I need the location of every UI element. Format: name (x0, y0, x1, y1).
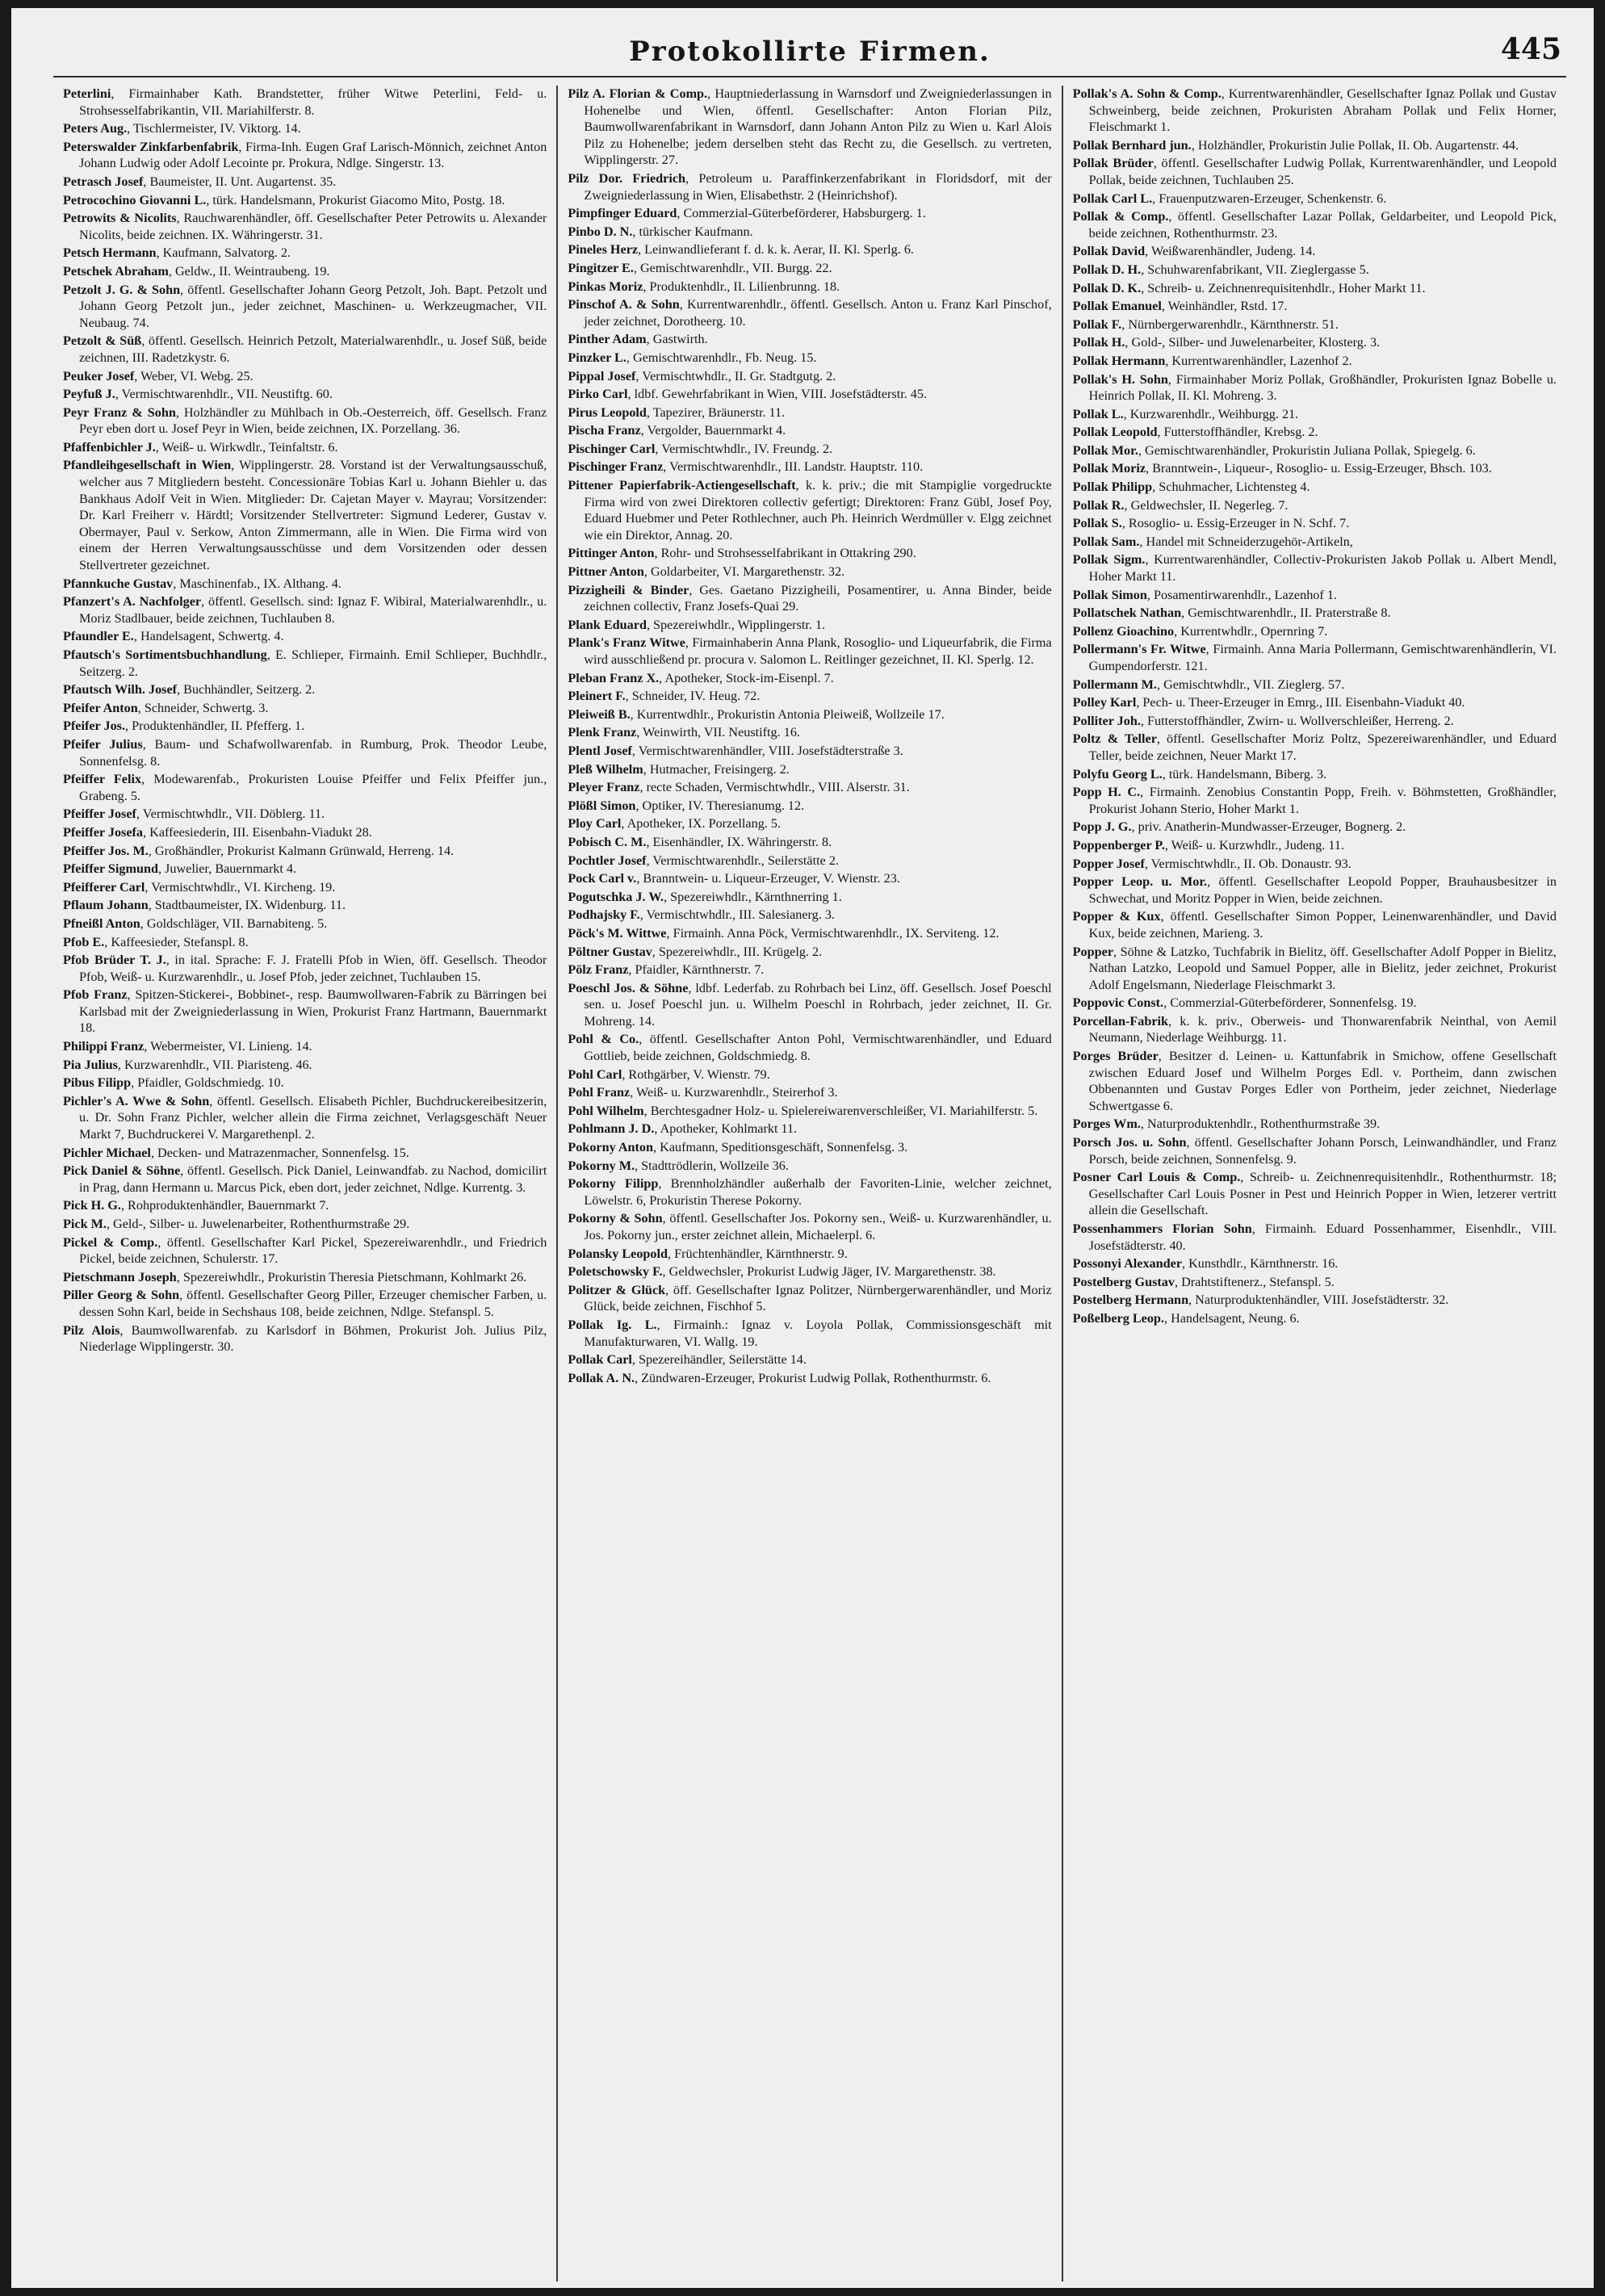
directory-entry: Porges Brüder, Besitzer d. Leinen- u. Kattunfabrik in Smichow, offene Gesellschaft zwischen Eduard Josef und Wilhelm Porges Edl. v. Portheim, dann zwischen Obbenannten und Gustav Porges Edler von Portheim, jeder zeichnet, Niederlage Schwertgasse 6. (1072, 1049, 1557, 1113)
directory-entry: Ploy Carl, Apotheker, IX. Porzellang. 5. (568, 816, 782, 832)
directory-entry: Pohl Carl, Rothgärber, V. Wienstr. 79. (568, 1066, 770, 1082)
directory-entry: Pinschof A. & Sohn, Kurrentwarenhdlr., öffentl. Gesellsch. Anton u. Franz Karl Pinschof, jeder zeichnet, Dorotheerg. 10. (568, 297, 1052, 329)
directory-entry: Pfandleihgesellschaft in Wien, Wipplingerstr. 28. Vorstand ist der Verwaltungsausschuß, welcher aus 7 Mitgliedern besteht. Concessionäre Tobias Karl u. Johann Biehler u. das Bankhaus Adolf Veit in Wien. Mitglieder: Dr. Cajetan Mayer v. Mayrau; Vorsitzender: Dr. Karl Freiherr v. Härdtl; Vorsitzender Stellvertreter: Sigmund Lederer, Gustav v. Obermayer, Paul v. Serkow, Anton Zimmermann, alle in Wien. Die Firma wird von einem der Herren Verwaltungsausschüsse und dem Vorsitzenden oder dessen Stellvertreter gezeichnet. (63, 458, 547, 573)
directory-entry: Polansky Leopold, Früchtenhändler, Kärnthnerstr. 9. (568, 1246, 848, 1261)
directory-entry: Petrocochino Giovanni L., türk. Handelsmann, Prokurist Giacomo Mito, Postg. 18. (63, 192, 505, 207)
directory-entry: Pollak Leopold, Futterstoffhändler, Krebsg. 2. (1072, 425, 1318, 440)
directory-entry: Pfannkuche Gustav, Maschinenfab., IX. Althang. 4. (63, 576, 342, 591)
directory-entry: Poppovic Const., Commerzial-Güterbeförderer, Sonnenfelsg. 19. (1072, 995, 1417, 1011)
directory-entry: Pilz Dor. Friedrich, Petroleum u. Paraffinkerzenfabrikant in Floridsdorf, mit der Zweigniederlassung in Wien, Elisabethstr. 2 (Heinrichshof). (568, 170, 1052, 203)
directory-entry: Pollak Simon, Posamentirwarenhdlr., Lazenhof 1. (1072, 587, 1337, 602)
directory-entry: Pollak Brüder, öffentl. Gesellschafter Ludwig Pollak, Kurrentwarenhändler, und Leopold Pollak, beide zeichnen, Tuchlauben 25. (1072, 156, 1557, 187)
directory-entry: Pokorny M., Stadttrödlerin, Wollzeile 36. (568, 1158, 789, 1173)
directory-entry: Pirko Carl, ldbf. Gewehrfabrikant in Wien, VIII. Josefstädterstr. 45. (568, 387, 928, 402)
page-title: Protokollirte Firmen. (629, 36, 991, 68)
directory-entry: Pollak Sigm., Kurrentwarenhändler, Collectiv-Prokuristen Jakob Pollak u. Albert Mendl, Hoher Markt 11. (1072, 552, 1557, 584)
directory-entry: Pfaffenbichler J., Weiß- u. Wirkwdlr., Teinfaltstr. 6. (63, 439, 338, 455)
directory-entry: Petschek Abraham, Geldw., II. Weintraubeng. 19. (63, 263, 330, 279)
directory-entry: Pleiweiß B., Kurrentwdhlr., Prokuristin Antonia Pleiweiß, Wollzeile 17. (568, 706, 945, 722)
directory-entry: Pollatschek Nathan, Gemischtwarenhdlr., II. Praterstraße 8. (1072, 605, 1391, 621)
directory-entry: Pfeifferer Carl, Vermischtwhdlr., VI. Kircheng. 19. (63, 879, 336, 895)
directory-entry: Pogutschka J. W., Spezereiwhdlr., Kärnthnerring 1. (568, 889, 842, 904)
directory-entry: Politzer & Glück, öff. Gesellschafter Ignaz Politzer, Nürnbergerwarenhändler, und Moriz Glück, beide zeichnen, Fischhof 5. (568, 1282, 1052, 1314)
directory-entry: Pollak Sam., Handel mit Schneiderzugehör-Artikeln, (1072, 534, 1353, 549)
directory-entry: Pfautsch's Sortimentsbuchhandlung, E. Schlieper, Firmainh. Emil Schlieper, Buchhdlr., Seitzerg. 2. (63, 647, 547, 679)
directory-entry: Pohl & Co., öffentl. Gesellschafter Anton Pohl, Vermischtwarenhändler, und Eduard Gottlieb, beide zeichnen, Goldschmiedg. 8. (568, 1032, 1052, 1064)
directory-entry: Pollak Moriz, Branntwein-, Liqueur-, Rosoglio- u. Essig-Erzeuger, Bhsch. 103. (1072, 461, 1492, 476)
directory-entry: Pinkas Moriz, Produktenhdlr., II. Lilienbrunng. 18. (568, 279, 840, 294)
directory-entry: Petzolt J. G. & Sohn, öffentl. Gesellschafter Johann Georg Petzolt, Joh. Bapt. Petzolt und Johann Georg Petzolt jun., jeder zeichnet, Maschinen- u. Werkzeugmacher, VII. Neubaug. 74. (63, 282, 547, 330)
directory-entry: Pingitzer E., Gemischtwarenhdlr., VII. Burgg. 22. (568, 260, 832, 275)
column-3 (1062, 86, 1566, 2281)
directory-entry: Pfeifer Jos., Produktenhändler, II. Pfefferg. 1. (63, 719, 305, 734)
directory-entry: Pimpfinger Eduard, Commerzial-Güterbeförderer, Habsburgerg. 1. (568, 206, 926, 221)
directory-entry: Pilz Alois, Baumwollwarenfab. zu Karlsdorf in Böhmen, Prokurist Joh. Julius Pilz, Niederlage Wipplingerstr. 30. (63, 1322, 547, 1355)
directory-entry: Pfeiffer Josefa, Kaffeesiederin, III. Eisenbahn-Viadukt 28. (63, 824, 372, 840)
directory-entry: Pleinert F., Schneider, IV. Heug. 72. (568, 689, 761, 704)
directory-entry: Peyfuß J., Vermischtwarenhdlr., VII. Neustiftg. 60. (63, 387, 333, 402)
directory-entry: Pollak F., Nürnbergerwarenhdlr., Kärnthnerstr. 51. (1072, 316, 1339, 332)
directory-entry: Pobisch C. M., Eisenhändler, IX. Währingerstr. 8. (568, 834, 832, 849)
directory-entry: Poletschowsky F., Geldwechsler, Prokurist Ludwig Jäger, IV. Margarethenstr. 38. (568, 1264, 996, 1280)
directory-entry: Pollermann M., Gemischtwhdlr., VII. Zieglerg. 57. (1072, 677, 1345, 692)
directory-entry: Pirus Leopold, Tapezirer, Bräunerstr. 11. (568, 404, 786, 420)
directory-entry: Popp H. C., Firmainh. Zenobius Constantin Popp, Freih. v. Böhmstetten, Großhändler, Prokurist Johann Sterio, Hoher Markt 1. (1072, 785, 1557, 816)
directory-entry: Polley Karl, Pech- u. Theer-Erzeuger in Emrg., III. Eisenbahn-Viadukt 40. (1072, 695, 1465, 710)
directory-entry: Petrasch Josef, Baumeister, II. Unt. Augartenst. 35. (63, 174, 337, 189)
directory-entry: Plentl Josef, Vermischtwarenhändler, VIII. Josefstädterstraße 3. (568, 743, 903, 758)
directory-entry: Pohl Wilhelm, Berchtesgadner Holz- u. Spielereiwarenverschleißer, VI. Mariahilferstr. 5. (568, 1103, 1038, 1118)
directory-entry: Postelberg Gustav, Drahtstiftenerz., Stefanspl. 5. (1072, 1274, 1335, 1289)
directory-entry: Poppenberger P., Weiß- u. Kurzwhdlr., Judeng. 11. (1072, 837, 1345, 853)
directory-entry: Possenhammers Florian Sohn, Firmainh. Eduard Possenhammer, Eisenhdlr., VIII. Josefstädterstr. 40. (1072, 1221, 1557, 1253)
directory-entry: Petzolt & Süß, öffentl. Gesellsch. Heinrich Petzolt, Materialwarenhdlr., u. Josef Süß, beide zeichnen, III. Radetzkystr. 6. (63, 333, 547, 365)
directory-entry: Pleyer Franz, recte Schaden, Vermischtwhdlr., VIII. Alserstr. 31. (568, 780, 910, 795)
directory-entry: Pokorny Filipp, Brennholzhändler außerhalb der Favoriten-Linie, welcher zeichnet, Löwelstr. 6, Prokuristin Therese Pokorny. (568, 1176, 1052, 1208)
directory-entry: Pochtler Josef, Vermischtwarenhdlr., Seilerstätte 2. (568, 853, 839, 868)
directory-entry: Pollak's H. Sohn, Firmainhaber Moriz Pollak, Großhändler, Prokuristen Ignaz Bobelle u. Heinrich Pollak, II. Kl. Mohreng. 3. (1072, 371, 1557, 404)
directory-entry: Pittner Anton, Goldarbeiter, VI. Margarethenstr. 32. (568, 564, 845, 580)
columns-container (53, 86, 1566, 2281)
directory-entry: Pollak D. H., Schuhwarenfabrikant, VII. Zieglergasse 5. (1072, 262, 1369, 277)
directory-entry: Petrowits & Nicolits, Rauchwarenhändler, öff. Gesellschafter Peter Petrowits u. Alexander Nicolits, beide zeichnen. IX. Währingerstr. 31. (63, 211, 547, 242)
directory-entry: Poeschl Jos. & Söhne, ldbf. Lederfab. zu Rohrbach bei Linz, öff. Gesellsch. Josef Poeschl sen. u. Josef Poeschl jun. u. Wilhelm Poeschl in Rohrbach, jeder zeichnet, II. Gr. Mohreng. 14. (568, 980, 1052, 1029)
directory-entry: Pfaundler E., Handelsagent, Schwertg. 4. (63, 629, 284, 644)
directory-entry: Peuker Josef, Weber, VI. Webg. 25. (63, 368, 254, 383)
directory-entry: Pick H. G., Rohproduktenhändler, Bauernmarkt 7. (63, 1198, 329, 1213)
directory-entry: Pohlmann J. D., Apotheker, Kohlmarkt 11. (568, 1121, 798, 1137)
directory-entry: Plenk Franz, Weinwirth, VII. Neustiftg. 16. (568, 725, 800, 740)
directory-entry: Pischinger Franz, Vermischtwarenhdlr., III. Landstr. Hauptstr. 110. (568, 459, 924, 475)
directory-entry: Pollak Ig. L., Firmainh.: Ignaz v. Loyola Pollak, Commissionsgeschäft mit Manufakturwaren, VI. Wallg. 19. (568, 1317, 1052, 1349)
directory-entry: Pfautsch Wilh. Josef, Buchhändler, Seitzerg. 2. (63, 682, 316, 698)
directory-entry: Pinzker L., Gemischtwarenhdlr., Fb. Neug. 15. (568, 350, 817, 365)
directory-entry: Posner Carl Louis & Comp., Schreib- u. Zeichnenrequisitenhdlr., Rothenthurmstr. 18; Gesellschafter Carl Louis Posner in Pest und Heinrich Popper in Wien, letzerer vertritt allein die Gesellschaft. (1072, 1170, 1557, 1218)
directory-entry: Pfeifer Julius, Baum- und Schafwollwarenfab. in Rumburg, Prok. Theodor Leube, Sonnenfelsg. 8. (63, 736, 547, 769)
directory-entry: Pittener Papierfabrik-Actiengesellschaft, k. k. priv.; die mit Stampiglie vorgedruckte Firma wird von zwei Direktoren collectiv gefertigt; Direktoren: Franz Gübl, Josef Poy, Eduard Huebmer und Peter Rothlechner, auch Ph. Heinrich Werdmüller v. Elgg zeichnet wie ein Direktor, Annag. 20. (568, 478, 1052, 543)
directory-entry: Pineles Herz, Leinwandlieferant f. d. k. k. Aerar, II. Kl. Sperlg. 6. (568, 242, 914, 258)
directory-entry: Pohl Franz, Weiß- u. Kurzwarenhdlr., Steirerhof 3. (568, 1085, 838, 1100)
directory-entry: Pizzigheili & Binder, Ges. Gaetano Pizzigheili, Posamentirer, u. Anna Binder, beide zeichnen collectiv, Franz Josefs-Quai 29. (568, 582, 1052, 614)
directory-entry: Podhajsky F., Vermischtwhdlr., III. Salesianerg. 3. (568, 907, 835, 923)
column-2 (556, 86, 1061, 2281)
directory-entry: Pfob E., Kaffeesieder, Stefanspl. 8. (63, 934, 249, 949)
directory-entry: Porsch Jos. u. Sohn, öffentl. Gesellschafter Johann Porsch, Leinwandhändler, und Franz Porsch, beide zeichnen, Sonnenfelsg. 9. (1072, 1135, 1557, 1167)
directory-entry: Popper Leop. u. Mor., öffentl. Gesellschafter Leopold Popper, Brauhausbesitzer in Schwechat, und Moritz Popper in Wien, beide zeichnen. (1072, 874, 1557, 906)
directory-entry: Pollak S., Rosoglio- u. Essig-Erzeuger in N. Schf. 7. (1072, 516, 1350, 531)
directory-entry: Porges Wm., Naturproduktenhdlr., Rothenthurmstraße 39. (1072, 1117, 1381, 1132)
directory-entry: Porcellan-Fabrik, k. k. priv., Oberweis- und Thonwarenfabrik Neinthal, von Aemil Neumann, Niederlage Weihburgg. 11. (1072, 1013, 1557, 1045)
directory-entry: Pokorny & Sohn, öffentl. Gesellschafter Jos. Pokorny sen., Weiß- u. Kurzwarenhändler, u. Jos. Pokorny jun., erster zeichnet allein, Michaelerpl. 6. (568, 1211, 1052, 1242)
directory-entry: Pollenz Gioachino, Kurrentwhdlr., Opernring 7. (1072, 623, 1328, 639)
column-1 (53, 86, 556, 2281)
directory-entry: Popper, Söhne & Latzko, Tuchfabrik in Bielitz, öff. Gesellschafter Adolf Popper in Bielitz, Nathan Latzko, Leopold und Samuel Popper, alle in Bielitz, jeder zeichnet, Prokurist Adolf Engelsmann, Niederlage Fleischmarkt 3. (1072, 944, 1557, 992)
directory-entry: Pichler Michael, Decken- und Matrazenmacher, Sonnenfelsg. 15. (63, 1145, 409, 1160)
directory-entry: Pollak H., Gold-, Silber- und Juwelenarbeiter, Klosterg. 3. (1072, 335, 1381, 350)
directory-entry: Pollak David, Weißwarenhändler, Judeng. 14. (1072, 244, 1316, 259)
directory-entry: Popper Josef, Vermischtwhdlr., II. Ob. Donaustr. 93. (1072, 856, 1351, 871)
directory-entry: Pollermann's Fr. Witwe, Firmainh. Anna Maria Pollermann, Gemischtwarenhändlerin, VI. Gumpendorferstr. 121. (1072, 642, 1557, 673)
directory-entry: Popper & Kux, öffentl. Gesellschafter Simon Popper, Leinenwarenhändler, und David Kux, beide zeichnen, Marieng. 3. (1072, 909, 1557, 941)
directory-entry: Possonyi Alexander, Kunsthdlr., Kärnthnerstr. 16. (1072, 1256, 1339, 1272)
directory-entry: Plank's Franz Witwe, Firmainhaberin Anna Plank, Rosoglio- und Liqueurfabrik, die Firma wird ausschließend pr. procura v. Salomon L. Reitlinger gezeichnet, II. Kl. Sperlg. 12. (568, 635, 1052, 667)
directory-entry: Pfeiffer Josef, Vermischtwhdlr., VII. Döblerg. 11. (63, 807, 325, 822)
directory-entry: Pinbo D. N., türkischer Kaufmann. (568, 224, 753, 239)
directory-entry: Poßelberg Leop., Handelsagent, Neung. 6. (1072, 1310, 1300, 1326)
directory-entry: Pollak Carl L., Frauenputzwaren-Erzeuger, Schenkenstr. 6. (1072, 191, 1387, 206)
directory-entry: Pollak R., Geldwechsler, II. Negerleg. 7. (1072, 497, 1289, 513)
directory-entry: Pia Julius, Kurzwarenhdlr., VII. Piaristeng. 46. (63, 1057, 312, 1072)
directory-entry: Pölz Franz, Pfaidler, Kärnthnerstr. 7. (568, 962, 765, 978)
directory-entry: Pfeiffer Sigmund, Juwelier, Bauernmarkt 4. (63, 861, 297, 877)
directory-entry: Pollak Emanuel, Weinhändler, Rstd. 17. (1072, 299, 1288, 314)
directory-entry: Pokorny Anton, Kaufmann, Speditionsgeschäft, Sonnenfelsg. 3. (568, 1140, 908, 1155)
directory-entry: Pinther Adam, Gastwirth. (568, 332, 708, 347)
directory-entry: Pollak & Comp., öffentl. Gesellschafter Lazar Pollak, Geldarbeiter, und Leopold Pick, beide zeichnen, Rothenthurmstr. 23. (1072, 209, 1557, 241)
directory-entry: Pilz A. Florian & Comp., Hauptniederlassung in Warnsdorf und Zweigniederlassungen in Hohenelbe und Wien, öffentl. Gesellschafter: Anton Florian Pilz, Baumwollwarenfabrikant in Warnsdorf, dann Johann Anton Pilz zu Wien u. Karl Alois Pilz zu Hohenelbe; jedem derselben steht das Recht zu, die Gesellsch. zu vertreten, Wipplingerstr. 27. (568, 86, 1052, 168)
directory-entry: Pleß Wilhelm, Hutmacher, Freisingerg. 2. (568, 761, 790, 777)
directory-entry: Pischa Franz, Vergolder, Bauernmarkt 4. (568, 423, 786, 438)
directory-entry: Pippal Josef, Vermischtwhdlr., II. Gr. Stadtgutg. 2. (568, 368, 836, 383)
directory-entry: Pleban Franz X., Apotheker, Stock-im-Eisenpl. 7. (568, 670, 834, 685)
directory-entry: Pick M., Geld-, Silber- u. Juwelenarbeiter, Rothenthurmstraße 29. (63, 1217, 410, 1231)
directory-entry: Pollak Philipp, Schuhmacher, Lichtensteg 4. (1072, 480, 1310, 495)
directory-entry: Pittinger Anton, Rohr- und Strohsesselfabrikant in Ottakring 290. (568, 546, 916, 561)
directory-entry: Polyfu Georg L., türk. Handelsmann, Biberg. 3. (1072, 766, 1327, 781)
page-header (53, 31, 1566, 78)
directory-entry: Pollak D. K., Schreib- u. Zeichnenrequisitenhdlr., Hoher Markt 11. (1072, 280, 1426, 295)
directory-entry: Pollak Bernhard jun., Holzhändler, Prokuristin Julie Pollak, II. Ob. Augartenstr. 44. (1072, 137, 1519, 153)
directory-entry: Peyr Franz & Sohn, Holzhändler zu Mühlbach in Ob.-Oesterreich, öff. Gesellsch. Franz Peyr eben dort u. Josef Peyr in Wien, beide zeichnen, IX. Porzellang. 36. (63, 404, 547, 437)
directory-entry: Pfob Franz, Spitzen-Stickerei-, Bobbinet-, resp. Baumwollwaren-Fabrik zu Bärringen bei Karlsbad mit der Zweigniederlassung in Wien, Prokurist Franz Hartmann, Bauernmarkt 18. (63, 987, 547, 1036)
directory-entry: Piller Georg & Sohn, öffentl. Gesellschafter Georg Piller, Erzeuger chemischer Farben, u. dessen Sohn Karl, beide in Sechshaus 108, beide zeichnen, Ndlge. Stefanspl. 5. (63, 1288, 547, 1319)
directory-entry: Pock Carl v., Branntwein- u. Liqueur-Erzeuger, V. Wienstr. 23. (568, 871, 900, 886)
directory-entry: Philippi Franz, Webermeister, VI. Linieng. 14. (63, 1039, 312, 1054)
directory-entry: Pfeiffer Jos. M., Großhändler, Prokurist Kalmann Grünwald, Herreng. 14. (63, 843, 455, 858)
directory-entry: Pick Daniel & Söhne, öffentl. Gesellsch. Pick Daniel, Leinwandfab. zu Nachod, domicilirt in Prag, dann Hermann u. Marcus Pick, eben dort, jeder zeichnet, Ndlge. Kurrentg. 3. (63, 1163, 547, 1195)
directory-entry: Pfeifer Anton, Schneider, Schwertg. 3. (63, 700, 269, 715)
page-number: 445 (1500, 32, 1561, 66)
directory-entry: Peterswalder Zinkfarbenfabrik, Firma-Inh. Eugen Graf Larisch-Mönnich, zeichnet Anton Johann Ludwig oder Adolf Lecointe pr. Prokura, Ndlge. Singerstr. 13. (63, 139, 547, 171)
directory-entry: Poltz & Teller, öffentl. Gesellschafter Moriz Poltz, Spezereiwarenhändler, und Eduard Teller, beide zeichnen, Neuer Markt 17. (1072, 731, 1557, 763)
directory-entry: Pickel & Comp., öffentl. Gesellschafter Karl Pickel, Spezereiwarenhdlr., und Friedrich Pickel, beide zeichnen, Schulerstr. 17. (63, 1234, 547, 1267)
directory-entry: Pibus Filipp, Pfaidler, Goldschmiedg. 10. (63, 1075, 284, 1091)
directory-entry: Petsch Hermann, Kaufmann, Salvatorg. 2. (63, 245, 291, 261)
directory-entry: Pfob Brüder T. J., in ital. Sprache: F. J. Fratelli Pfob in Wien, öff. Gesellsch. Theodor Pfob, Weiß- u. Kurzwarenhdlr., u. Josef Pfob, jeder zeichnet, Tuchlauben 15. (63, 953, 547, 984)
directory-entry: Pöck's M. Wittwe, Firmainh. Anna Pöck, Vermischtwarenhdlr., IX. Serviteng. 12. (568, 925, 999, 941)
directory-entry: Pollak L., Kurzwarenhdlr., Weihburgg. 21. (1072, 406, 1299, 421)
directory-entry: Pflaum Johann, Stadtbaumeister, IX. Widenburg. 11. (63, 898, 346, 913)
directory-page (11, 8, 1594, 2288)
directory-entry: Pollak Mor., Gemischtwarenhändler, Prokuristin Juliana Pollak, Spiegelg. 6. (1072, 442, 1476, 458)
directory-entry: Pollak A. N., Zündwaren-Erzeuger, Prokurist Ludwig Pollak, Rothenthurmstr. 6. (568, 1370, 991, 1385)
directory-entry: Pollak Hermann, Kurrentwarenhändler, Lazenhof 2. (1072, 353, 1352, 368)
directory-entry: Pollak Carl, Spezereihändler, Seilerstätte 14. (568, 1352, 807, 1368)
directory-entry: Pfeiffer Felix, Modewarenfab., Prokuristen Louise Pfeiffer und Felix Pfeiffer jun., Grabeng. 5. (63, 772, 547, 803)
directory-entry: Plößl Simon, Optiker, IV. Theresianumg. 12. (568, 798, 805, 813)
directory-entry: Pöltner Gustav, Spezereiwhdlr., III. Krügelg. 2. (568, 944, 823, 959)
directory-entry: Pichler's A. Wwe & Sohn, öffentl. Gesellsch. Elisabeth Pichler, Buchdruckereibesitzerin, u. Dr. Sohn Franz Pichler, welcher allein die Firma zeichnet, Verlagsgeschäft Neuer Markt 7, Buchdruckerei V. Margarethenpl. 2. (63, 1093, 547, 1142)
directory-entry: Popp J. G., priv. Anatherin-Mundwasser-Erzeuger, Bognerg. 2. (1072, 819, 1406, 835)
directory-entry: Pollak's A. Sohn & Comp., Kurrentwarenhändler, Gesellschafter Ignaz Pollak und Gustav Schweinberg, beide zeichnen, Prokuristen Abraham Pollak und Felix Horner, Fleischmarkt 1. (1072, 86, 1557, 135)
directory-entry: Pfanzert's A. Nachfolger, öffentl. Gesellsch. sind: Ignaz F. Wibiral, Materialwarenhdlr., u. Moriz Stadlbauer, beide zeichnen, Tuchlauben 8. (63, 594, 547, 626)
directory-entry: Plank Eduard, Spezereiwhdlr., Wipplingerstr. 1. (568, 617, 826, 632)
directory-entry: Pietschmann Joseph, Spezereiwhdlr., Prokuristin Theresia Pietschmann, Kohlmarkt 26. (63, 1269, 527, 1284)
directory-entry: Pischinger Carl, Vermischtwhdlr., IV. Freundg. 2. (568, 441, 833, 456)
directory-entry: Polliter Joh., Futterstoffhändler, Zwirn- u. Wollverschleißer, Herreng. 2. (1072, 713, 1454, 728)
directory-entry: Postelberg Hermann, Naturproduktenhändler, VIII. Josefstädterstr. 32. (1072, 1293, 1449, 1308)
directory-entry: Peters Aug., Tischlermeister, IV. Viktorg. 14. (63, 121, 301, 136)
directory-entry: Pfneißl Anton, Goldschläger, VII. Barnabiteng. 5. (63, 915, 328, 931)
directory-entry: Peterlini, Firmainhaber Kath. Brandstetter, früher Witwe Peterlini, Feld- u. Strohsesselfabrikantin, VII. Mariahilferstr. 8. (63, 86, 547, 118)
